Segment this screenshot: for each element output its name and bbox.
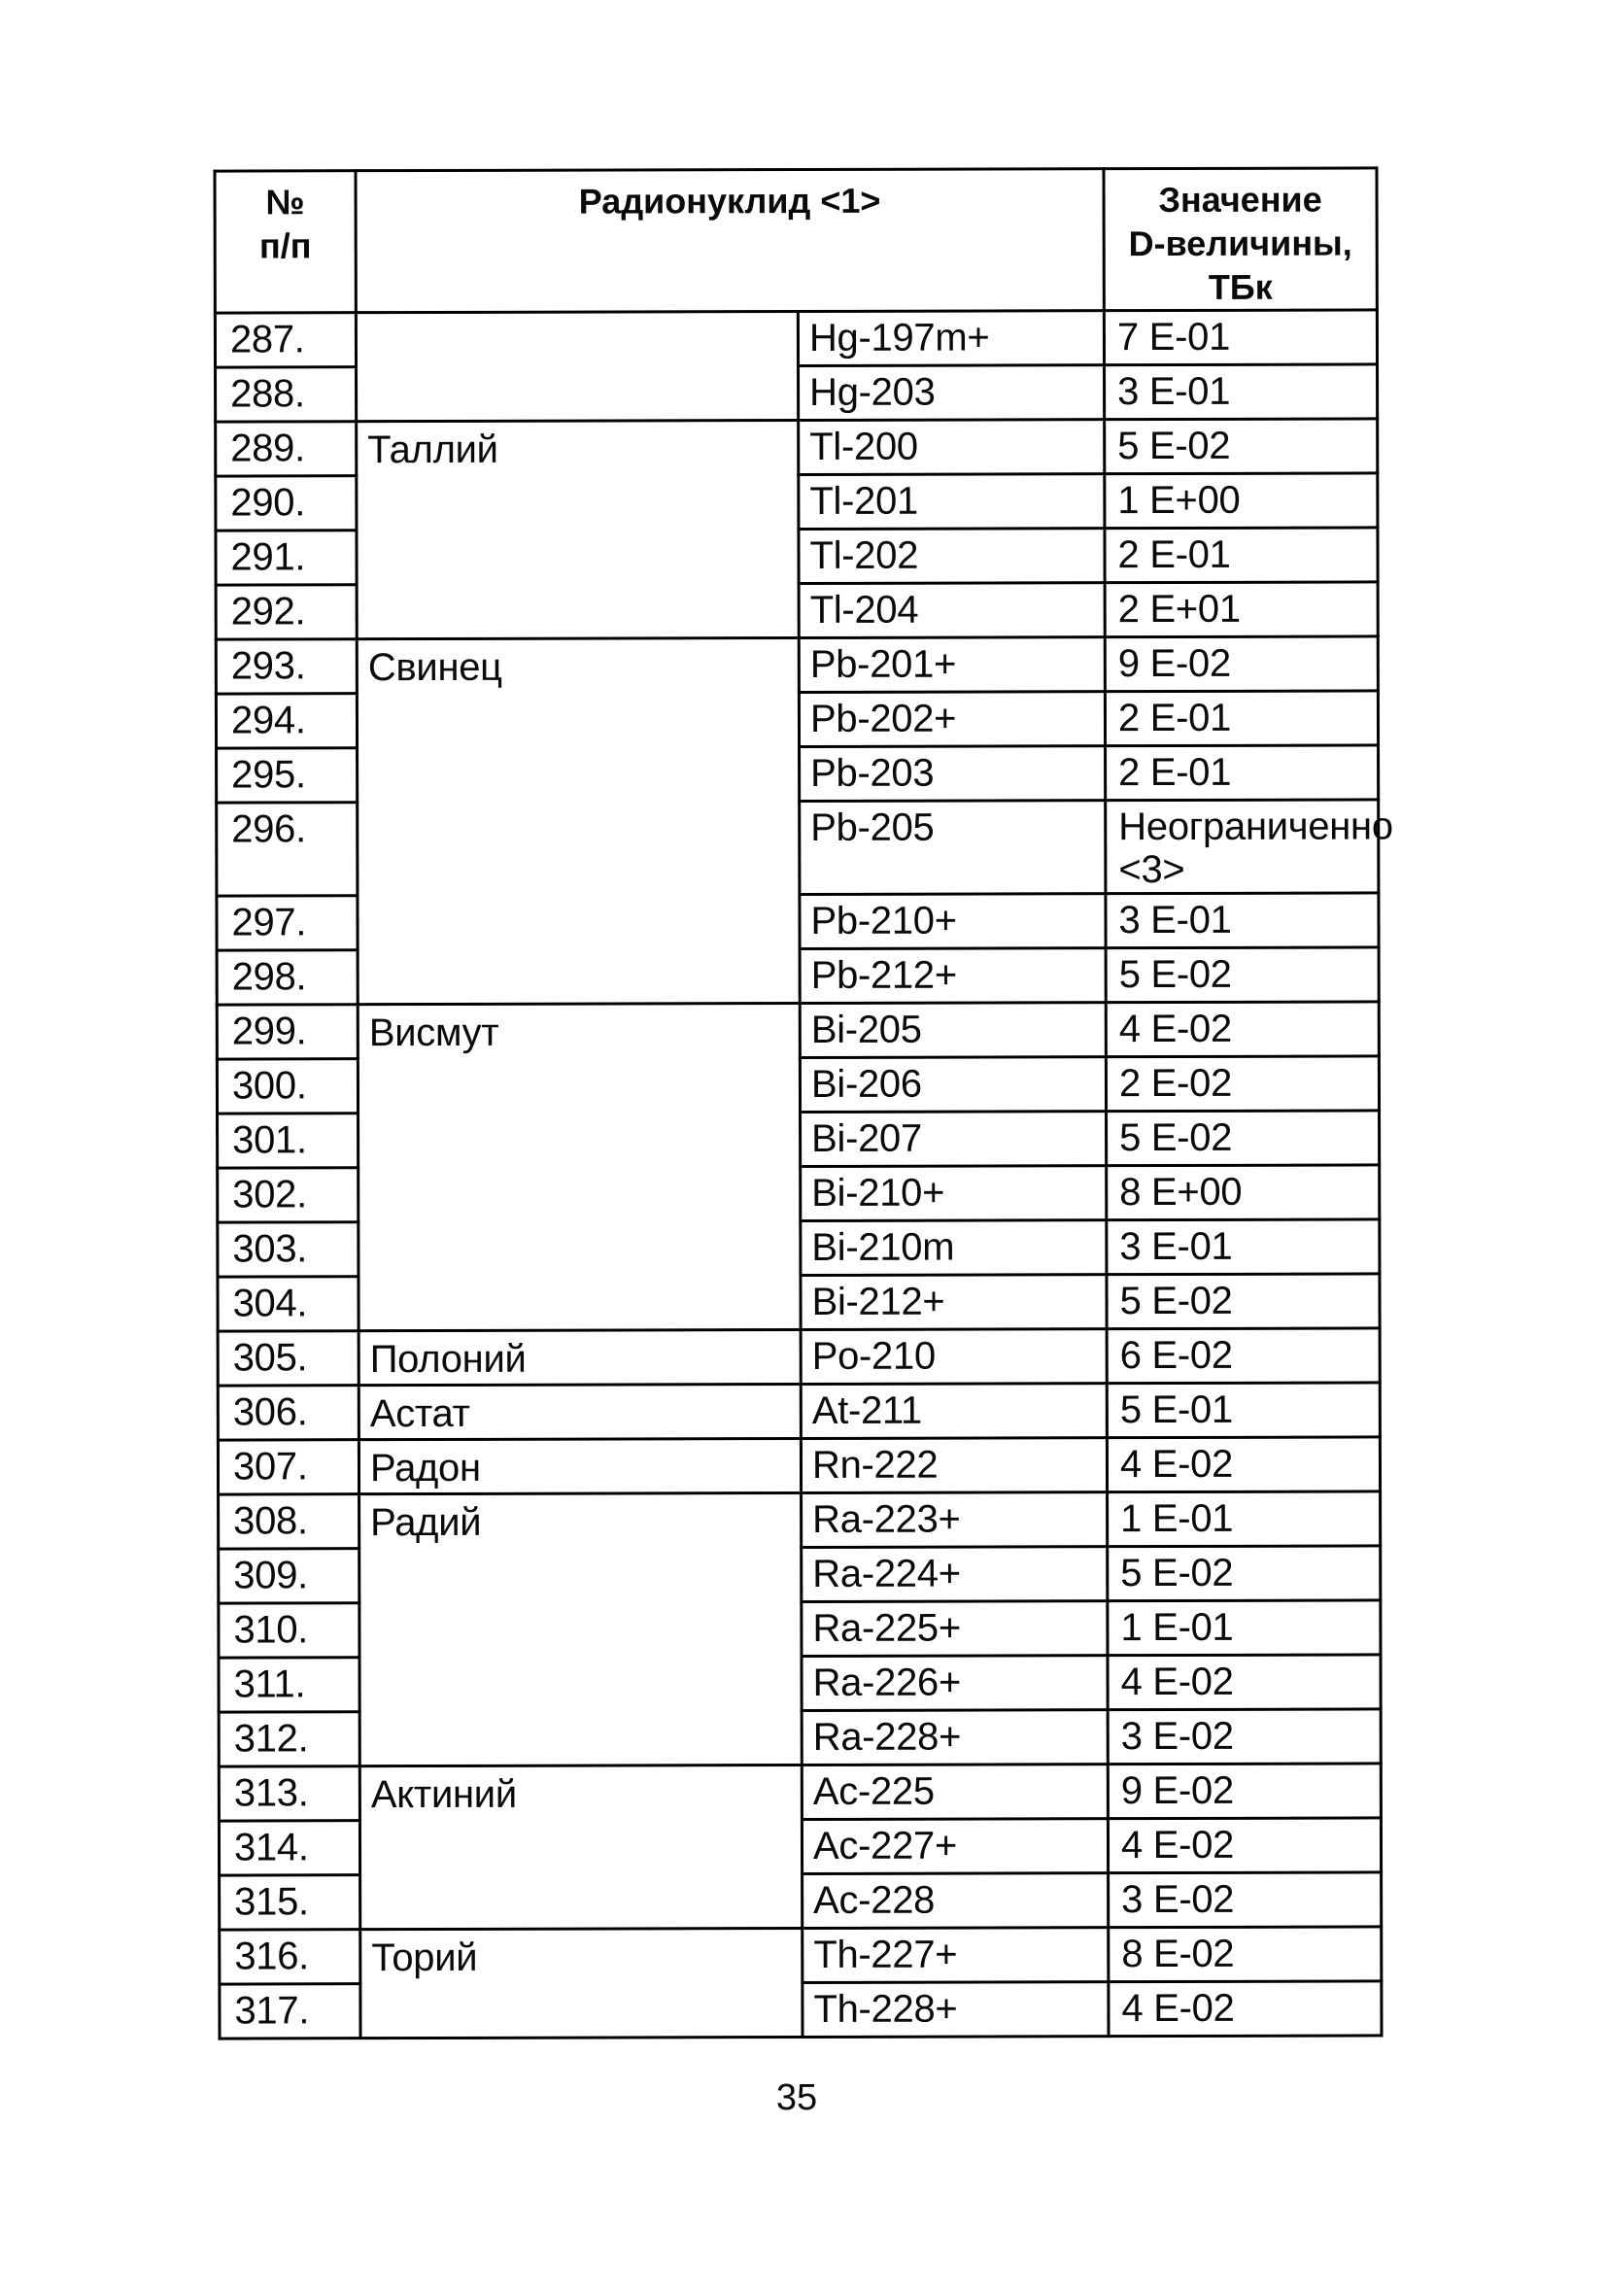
- header-cell-radionuclide: Радионуклид <1>: [356, 169, 1104, 313]
- row-number-cell: 292.: [216, 585, 357, 639]
- header-row: [215, 168, 1377, 313]
- row-number-cell: 317.: [220, 1984, 360, 2039]
- table-row: [216, 419, 1378, 476]
- d-value-cell: 7 E-01: [1104, 310, 1377, 365]
- row-number-cell: 313.: [219, 1766, 359, 1821]
- row-number-cell: 300.: [217, 1059, 358, 1114]
- d-value-cell: 1 E-01: [1108, 1491, 1381, 1547]
- d-value-cell: 4 E-02: [1108, 1655, 1381, 1710]
- isotope-cell: Th-228+: [803, 1982, 1109, 2038]
- table-header: [215, 168, 1377, 313]
- d-value-cell: 2 E-01: [1106, 745, 1379, 801]
- element-name-cell: [356, 311, 798, 421]
- d-value-cell: 2 E-01: [1105, 528, 1378, 583]
- element-name-cell: Торий: [360, 1928, 803, 2038]
- table-row: [219, 1491, 1381, 1549]
- row-number-cell: 304.: [218, 1277, 359, 1331]
- row-number-cell: 314.: [219, 1821, 359, 1875]
- d-value-cell: 4 E-02: [1107, 1437, 1380, 1492]
- element-name-cell: Астат: [359, 1384, 801, 1439]
- element-name-cell: Радий: [359, 1492, 803, 1765]
- isotope-cell: Ra-224+: [802, 1547, 1108, 1602]
- d-value-cell: 3 E-01: [1106, 893, 1379, 948]
- d-value-cell: Неограниченно <3>: [1106, 800, 1379, 894]
- row-number-cell: 306.: [218, 1386, 359, 1440]
- table-row: [215, 310, 1377, 367]
- row-number-cell: 312.: [219, 1712, 359, 1766]
- isotope-cell: Bi-206: [800, 1057, 1106, 1113]
- d-value-cell: 3 E-02: [1109, 1872, 1382, 1928]
- isotope-cell: Ra-226+: [802, 1656, 1108, 1711]
- isotope-cell: Pb-202+: [799, 692, 1105, 747]
- d-value-cell: 4 E-02: [1108, 1818, 1381, 1873]
- d-value-cell: 5 E-02: [1106, 947, 1379, 1003]
- row-number-cell: 294.: [216, 694, 357, 748]
- isotope-cell: Bi-205: [800, 1003, 1106, 1058]
- row-number-cell: 309.: [219, 1549, 359, 1603]
- element-name-cell: Полоний: [359, 1329, 801, 1385]
- d-value-cell: 8 E-02: [1109, 1927, 1382, 1982]
- isotope-cell: Bi-210+: [801, 1166, 1107, 1221]
- isotope-cell: Bi-212+: [801, 1275, 1107, 1330]
- element-name-cell: Свинец: [357, 637, 800, 1004]
- row-number-cell: 305.: [218, 1331, 359, 1386]
- isotope-cell: Pb-210+: [800, 894, 1106, 949]
- table-row: [220, 1927, 1382, 1984]
- row-number-cell: 299.: [217, 1005, 358, 1059]
- row-number-cell: 288.: [216, 367, 357, 422]
- row-number-cell: 301.: [218, 1114, 359, 1168]
- d-value-cell: 5 E-02: [1108, 1546, 1381, 1601]
- row-number-cell: 290.: [216, 476, 357, 531]
- radionuclide-table: [213, 166, 1393, 2039]
- isotope-cell: Bi-210m: [801, 1220, 1107, 1276]
- isotope-cell: Pb-205: [800, 801, 1106, 895]
- row-number-cell: 293.: [216, 639, 357, 694]
- table-row: [219, 1764, 1381, 1821]
- isotope-cell: Ra-225+: [802, 1601, 1108, 1657]
- element-name-cell: Актиний: [359, 1765, 802, 1929]
- isotope-cell: Ac-227+: [802, 1819, 1108, 1874]
- d-value-cell: 4 E-02: [1106, 1002, 1379, 1057]
- d-value-cell: 2 E-01: [1105, 691, 1378, 746]
- isotope-cell: At-211: [801, 1384, 1107, 1439]
- table-row: [216, 636, 1378, 694]
- row-number-cell: 311.: [219, 1658, 359, 1712]
- table-row: [218, 1383, 1380, 1440]
- row-number-cell: 310.: [219, 1603, 359, 1658]
- isotope-cell: Ac-228: [803, 1873, 1109, 1929]
- d-value-cell: 1 E+00: [1105, 473, 1378, 529]
- d-value-cell: 6 E-02: [1107, 1328, 1380, 1384]
- row-number-cell: 295.: [217, 748, 358, 803]
- d-value-cell: 5 E-02: [1105, 419, 1378, 474]
- page-number: 35: [775, 2077, 818, 2118]
- isotope-cell: Rn-222: [801, 1438, 1107, 1493]
- isotope-cell: Pb-201+: [799, 637, 1105, 693]
- isotope-cell: Bi-207: [801, 1112, 1107, 1167]
- row-number-cell: 303.: [218, 1222, 359, 1277]
- isotope-cell: Ra-228+: [802, 1710, 1108, 1765]
- d-value-cell: 3 E-02: [1108, 1709, 1381, 1765]
- row-number-cell: 307.: [218, 1440, 359, 1494]
- table-row: [217, 1002, 1379, 1059]
- table-row: [218, 1437, 1380, 1494]
- d-value-cell: 3 E-01: [1107, 1219, 1380, 1275]
- row-number-cell: 296.: [217, 803, 358, 896]
- isotope-cell: Po-210: [801, 1329, 1107, 1385]
- row-number-cell: 308.: [219, 1494, 359, 1549]
- isotope-cell: Hg-197m+: [798, 311, 1104, 366]
- element-name-cell: Радон: [359, 1438, 801, 1493]
- isotope-cell: Th-227+: [803, 1928, 1109, 1983]
- d-value-cell: 1 E-01: [1108, 1600, 1381, 1656]
- d-value-cell: 2 E+01: [1105, 582, 1378, 637]
- row-number-cell: 302.: [218, 1168, 359, 1222]
- d-value-cell: 3 E-01: [1105, 364, 1378, 420]
- d-value-cell: 9 E-02: [1108, 1764, 1381, 1819]
- table-row: [218, 1328, 1380, 1386]
- isotope-cell: Hg-203: [799, 365, 1105, 421]
- header-cell-d-value: Значение D-величины, ТБк: [1104, 168, 1377, 311]
- element-name-cell: Таллий: [357, 420, 800, 638]
- table-body: [215, 310, 1393, 2039]
- isotope-cell: Tl-200: [799, 420, 1105, 475]
- isotope-cell: Tl-202: [799, 529, 1105, 584]
- isotope-cell: Tl-204: [799, 583, 1105, 638]
- d-value-cell: 5 E-02: [1107, 1274, 1380, 1329]
- d-value-cell: 2 E-02: [1106, 1056, 1379, 1112]
- row-number-cell: 287.: [215, 313, 356, 367]
- d-value-cell: 8 E+00: [1107, 1165, 1380, 1220]
- isotope-cell: Pb-203: [800, 746, 1106, 802]
- isotope-cell: Tl-201: [799, 474, 1105, 530]
- row-number-cell: 316.: [220, 1930, 360, 1984]
- row-number-cell: 291.: [216, 531, 357, 585]
- row-number-cell: 289.: [216, 422, 357, 476]
- element-name-cell: Висмут: [358, 1003, 801, 1330]
- isotope-cell: Ac-225: [802, 1765, 1108, 1820]
- isotope-cell: Ra-223+: [802, 1492, 1108, 1548]
- header-cell-row-number: № п/п: [215, 171, 356, 313]
- d-value-cell: 4 E-02: [1109, 1981, 1382, 2037]
- row-number-cell: 298.: [217, 950, 358, 1005]
- isotope-cell: Pb-212+: [800, 948, 1106, 1004]
- d-value-cell: 9 E-02: [1105, 636, 1378, 692]
- row-number-cell: 315.: [220, 1875, 360, 1930]
- row-number-cell: 297.: [217, 896, 358, 950]
- d-value-cell: 5 E-01: [1107, 1383, 1380, 1438]
- d-value-cell: 5 E-02: [1107, 1111, 1380, 1166]
